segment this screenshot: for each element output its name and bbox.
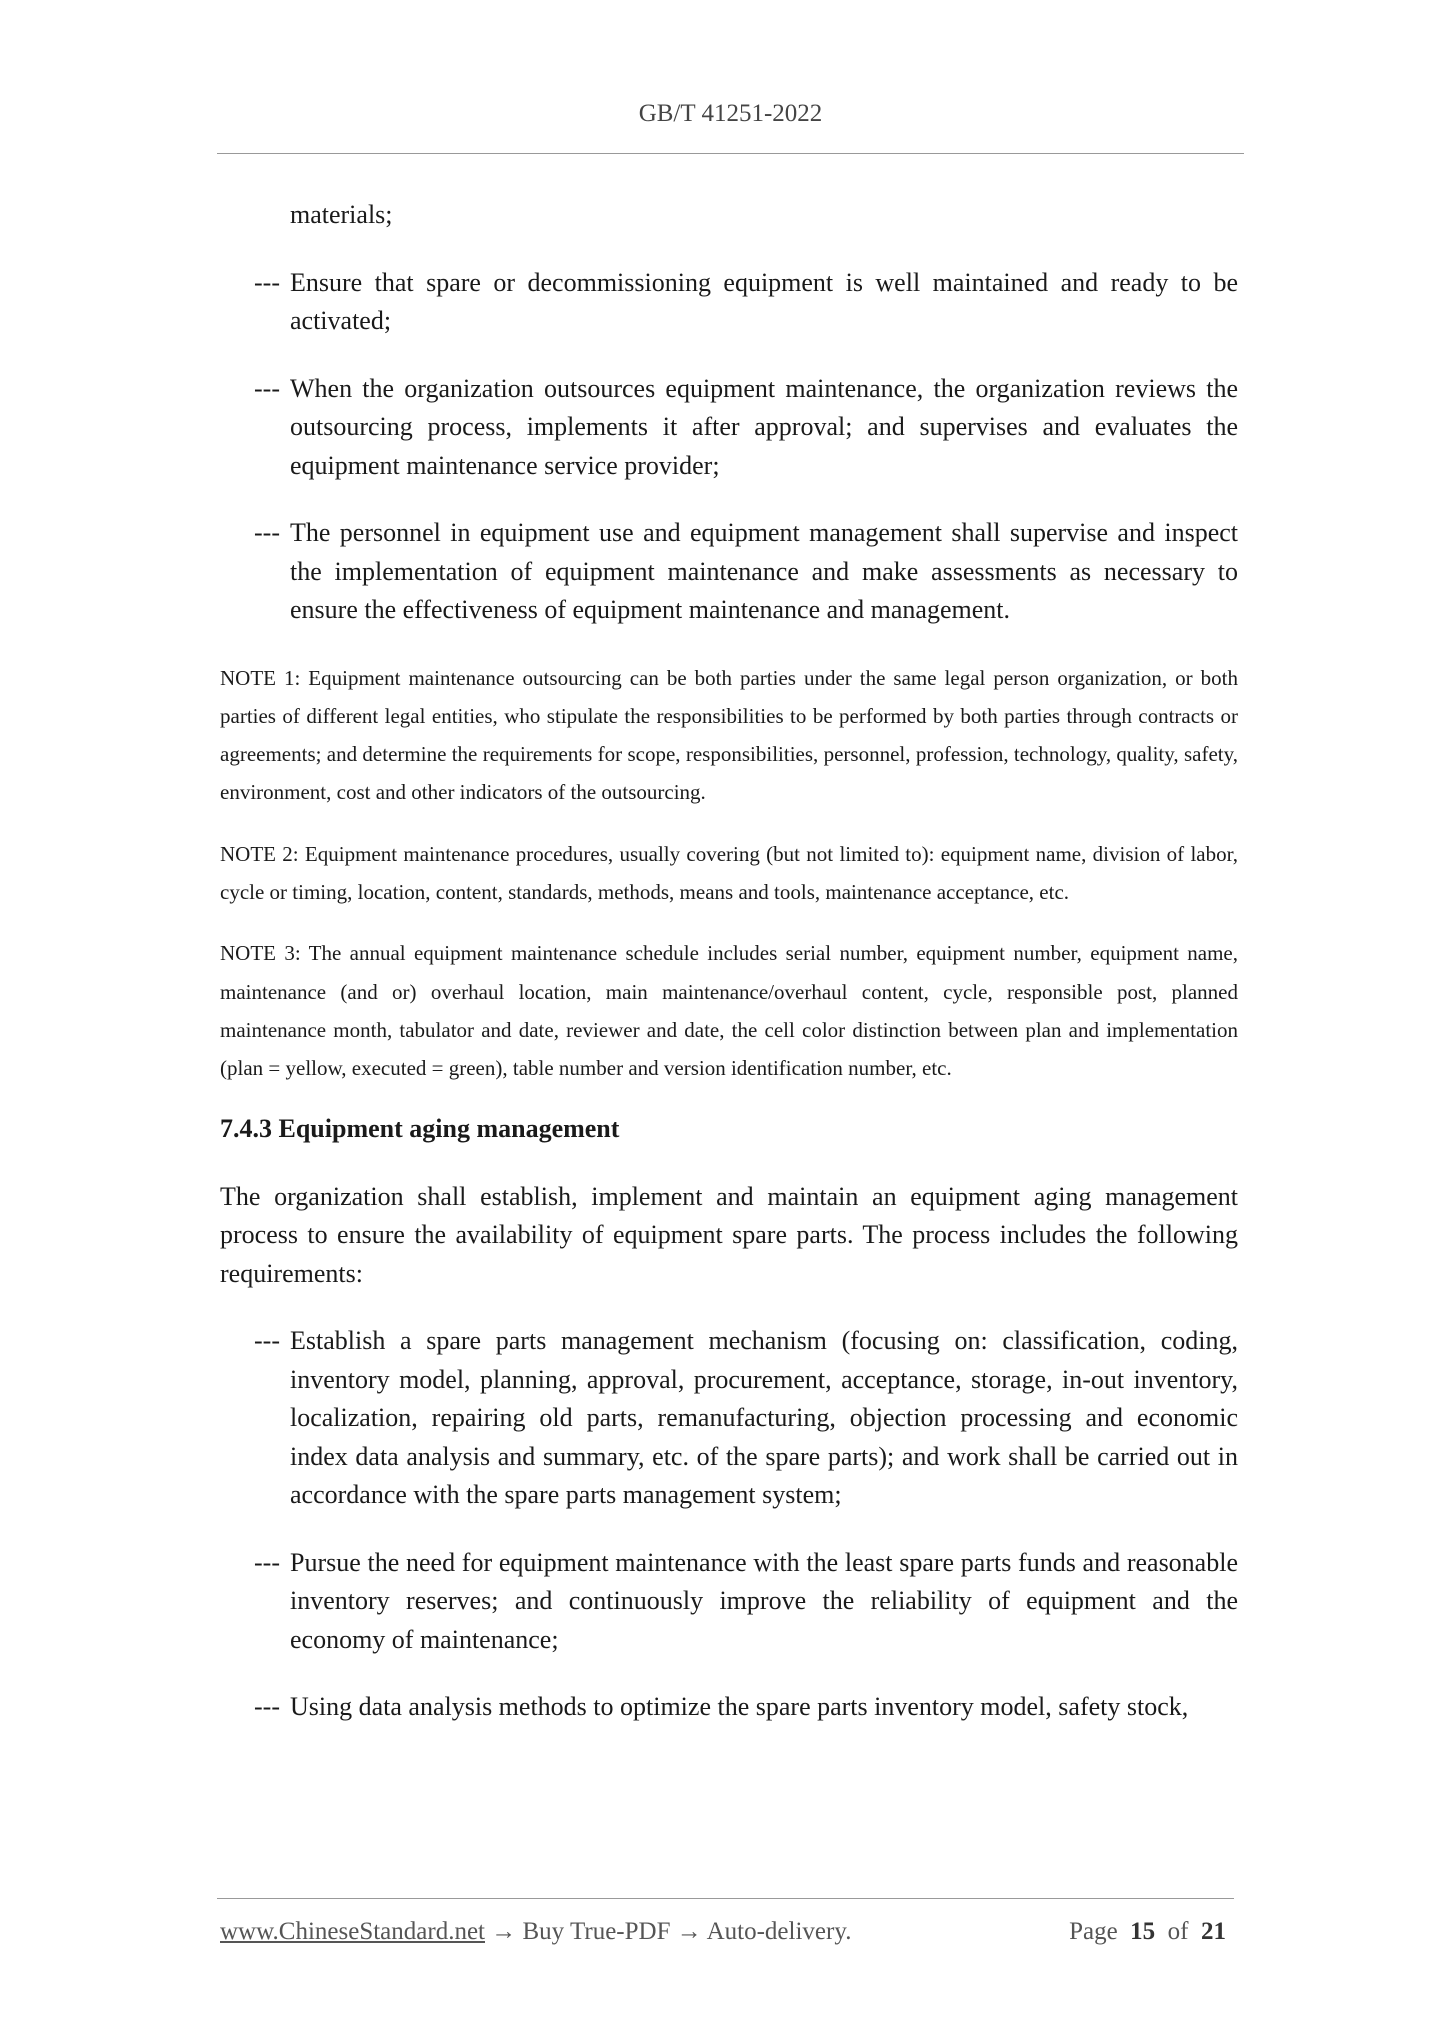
list-dash: ---: [254, 1326, 280, 1356]
arrow-right-icon: →: [491, 1918, 517, 1945]
page-counter: [1069, 1918, 1226, 1946]
buy-pdf-text: Buy True-PDF: [522, 1918, 671, 1945]
page-total: 21: [1201, 1918, 1226, 1945]
list-item-text: Establish a spare parts management mechanism (focusing on: classification, coding, inventory model, planning, approval, procurement, acceptance, storage, in-out inventory, localization, repairing old parts, remanufacturing, objection processing and economic index data analysis and summary, etc. of the spare parts); and work shall be carried out in accordance with the spare parts management system;: [290, 1326, 1238, 1510]
list-item: [220, 370, 1238, 486]
list-item: [220, 1688, 1238, 1727]
list-item: [220, 514, 1238, 630]
list-dash: ---: [254, 267, 280, 297]
list-item: [220, 1544, 1238, 1660]
section-heading: 7.4.3 Equipment aging management: [220, 1114, 620, 1144]
arrow-right-icon: →: [676, 1918, 702, 1945]
list-item-text: When the organization outsources equipment maintenance, the organization reviews the outsourcing process, implements it after approval; and supervises and evaluates the equipment maintenance service provider;: [290, 373, 1238, 480]
list-item: [220, 1322, 1238, 1515]
delivery-text: Auto-delivery.: [706, 1918, 852, 1945]
list-item-text: Ensure that spare or decommissioning equipment is well maintained and ready to be activated;: [290, 267, 1238, 335]
list-item-text: The personnel in equipment use and equipment management shall supervise and inspect the implementation of equipment maintenance and make assessments as necessary to ensure the effectiveness of equipment maintenance and management.: [290, 518, 1238, 624]
section-intro-paragraph: The organization shall establish, implement and maintain an equipment aging management process to ensure the availability of equipment spare parts. The process includes the following requirements:: [220, 1181, 1238, 1288]
list-dash: ---: [254, 1692, 280, 1722]
site-link[interactable]: www.ChineseStandard.net: [220, 1918, 485, 1945]
list-item-text: Using data analysis methods to optimize the spare parts inventory model, safety stock,: [290, 1692, 1189, 1722]
page-body: [220, 196, 1238, 1756]
header-divider: [217, 153, 1244, 154]
footer-links: [220, 1918, 851, 1946]
list-item-text: Pursue the need for equipment maintenance with the least spare parts funds and reasonable inventory reserves; and continuously improve the reliability of equipment and the economy of maintenance;: [290, 1547, 1238, 1654]
list-item: [220, 264, 1238, 341]
note-3: NOTE 3: The annual equipment maintenance schedule includes serial number, equipment number, equipment name, maintenance (and or) overhaul location, main maintenance/overhaul content, cycle, responsible post, planned maintenance month, tabulator and date, reviewer and date, the cell color distinction between plan and implementation (plan = yellow, executed = green), table number and version identification number, etc.: [220, 941, 1238, 1081]
note-2: NOTE 2: Equipment maintenance procedures, usually covering (but not limited to): equipment name, division of labor, cycle or timing, location, content, standards, methods, means and tools, maintenance acceptance, etc.: [220, 841, 1238, 904]
document-header: GB/T 41251-2022: [638, 100, 823, 127]
list-dash: ---: [254, 373, 280, 403]
continuation-text: materials;: [290, 200, 393, 229]
of-word: of: [1167, 1918, 1189, 1945]
page-number: 15: [1130, 1918, 1156, 1945]
list-dash: ---: [254, 1547, 280, 1577]
page-word: Page: [1069, 1918, 1118, 1945]
list-dash: ---: [254, 518, 280, 547]
note-1: NOTE 1: Equipment maintenance outsourcing can be both parties under the same legal person organization, or both parties of different legal entities, who stipulate the responsibilities to be performed by both parties through contracts or agreements; and determine the requirements for scope, responsibilities, personnel, profession, technology, quality, safety, environment, cost and other indicators of the outsourcing.: [220, 665, 1238, 805]
footer-divider: [217, 1898, 1234, 1899]
